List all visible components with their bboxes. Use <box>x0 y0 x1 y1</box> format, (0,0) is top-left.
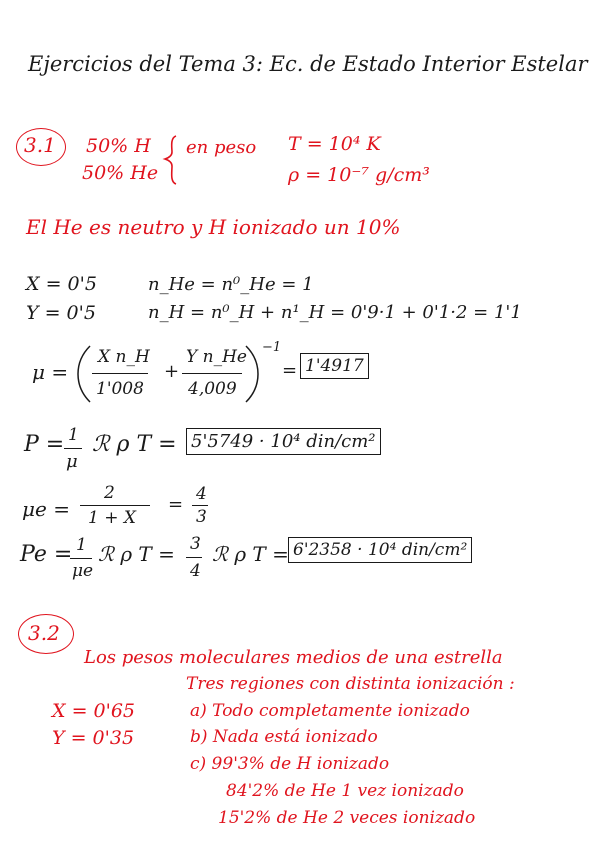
pe-denominator-1: μe <box>72 561 94 581</box>
mu-numerator-2: Y n_He <box>186 347 247 367</box>
exercise-number: 3.2 <box>28 621 60 645</box>
pressure-result-box: 5'5749 · 10⁴ din/cm² <box>186 428 381 455</box>
n-he-equation: n_He = n⁰_He = 1 <box>148 274 314 295</box>
pe-denominator-2: 4 <box>190 561 201 581</box>
fraction-line <box>70 558 92 559</box>
fraction-line <box>92 373 148 374</box>
mu-denominator-1: 1'008 <box>96 379 144 399</box>
mu-e-label: μe = <box>22 497 70 521</box>
fraction-line <box>80 505 150 506</box>
mu-label: μ = <box>32 360 69 384</box>
density: ρ = 10⁻⁷ g/cm³ <box>288 164 430 186</box>
pe-numerator-2: 3 <box>190 534 201 554</box>
mu-e-denominator: 1 + X <box>88 508 136 528</box>
list-item: 84'2% de He 1 vez ionizado <box>226 781 464 801</box>
pe-middle: ℛ ρ T = <box>98 542 175 566</box>
mu-e-numerator-2: 4 <box>196 484 207 504</box>
list-item: a) Todo completamente ionizado <box>190 701 470 721</box>
by-weight-label: en peso <box>186 137 257 158</box>
exercise-number: 3.1 <box>24 133 56 157</box>
x-value: X = 0'65 <box>52 700 136 722</box>
pe-rest: ℛ ρ T = <box>212 542 289 566</box>
pe-numerator-1: 1 <box>76 535 87 555</box>
pe-result-box: 6'2358 · 10⁴ din/cm² <box>288 537 472 563</box>
equals-sign: = <box>282 360 298 381</box>
y-value: Y = 0'5 <box>26 302 96 324</box>
equals-sign: = <box>168 494 184 515</box>
fraction-line <box>192 505 208 506</box>
helium-fraction: 50% He <box>82 162 159 184</box>
pe-label: Pe = <box>20 542 73 567</box>
temperature: T = 10⁴ K <box>288 133 381 155</box>
mu-exponent: −1 <box>262 340 282 355</box>
mu-e-denominator-2: 3 <box>196 507 207 527</box>
problem-statement: El He es neutro y H ionizado un 10% <box>26 215 401 239</box>
list-item: c) 99'3% de H ionizado <box>190 754 390 774</box>
list-item: 15'2% de He 2 veces ionizado <box>218 808 476 828</box>
mu-e-numerator: 2 <box>104 483 115 503</box>
y-value: Y = 0'35 <box>52 727 135 749</box>
pressure-label: P = <box>24 432 65 457</box>
fraction-line <box>64 448 82 449</box>
page-title: Ejercicios del Tema 3: Ec. de Estado Interior Estelar <box>28 52 588 76</box>
mu-numerator-1: X n_H <box>98 347 150 367</box>
p-fraction-denominator: μ <box>66 451 78 472</box>
fraction-line <box>186 557 202 558</box>
exercise-subheading: Tres regiones con distinta ionización : <box>186 674 515 694</box>
n-h-equation: n_H = n⁰_H + n¹_H = 0'9·1 + 0'1·2 = 1'1 <box>148 302 522 323</box>
mu-denominator-2: 4,009 <box>188 379 237 399</box>
fraction-line <box>182 373 242 374</box>
list-item: b) Nada está ionizado <box>190 727 378 747</box>
p-fraction-numerator: 1 <box>68 425 79 445</box>
hydrogen-fraction: 50% H <box>86 135 151 157</box>
exercise-heading: Los pesos moleculares medios de una estrella <box>84 647 503 668</box>
plus-sign: + <box>164 361 180 382</box>
x-value: X = 0'5 <box>26 273 97 295</box>
p-formula-rest: ℛ ρ T = <box>92 432 177 457</box>
mu-result-box: 1'4917 <box>300 353 369 379</box>
